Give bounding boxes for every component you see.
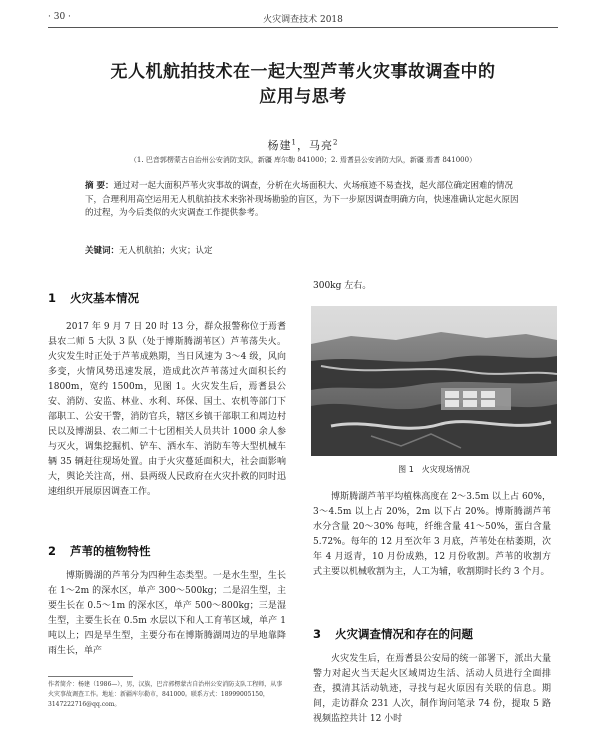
keywords-label: 关键词： — [85, 246, 120, 256]
section-number: 3 — [313, 627, 322, 641]
section-2-continued — [313, 490, 551, 580]
keywords — [85, 245, 525, 258]
affiliation: （1. 巴音郭楞蒙古自治州公安消防支队，新疆 库尔勒 841000；2. 焉耆县公安消防大队，新疆 焉耆 841000） — [129, 156, 477, 164]
section-title: 芦苇的植物特性 — [70, 544, 151, 558]
figure-1-aerial-photo — [311, 306, 557, 456]
paragraph: 博斯腾湖的芦苇分为四种生态类型。一是水生型，生长在 1～2m 的深水区，单产 300～500kg；二是沼生型，主要生长在 0.5～1m 的深水区，单产 500～800kg；三是湿生型，主要生长在 0.5m 水层以下和人工育苇区域，单产 1 吨以上；四是旱生型，主要分布在博斯腾湖周边的旱地靠降雨生长，单产 — [48, 571, 286, 656]
title-line-1: 无人机航拍技术在一起大型芦苇火灾事故调查中的 — [110, 62, 496, 82]
section-heading — [48, 290, 286, 306]
section-heading — [48, 543, 286, 559]
section-3 — [313, 626, 551, 727]
section-1 — [48, 290, 286, 500]
author-name: 杨建 — [267, 139, 292, 152]
aerial-photo-image — [311, 306, 557, 456]
title-line-2: 应用与思考 — [259, 87, 347, 107]
footnote-rule — [48, 676, 133, 677]
author-separator: ， — [297, 139, 309, 152]
keywords-text: 无人机航拍；火灾；认定 — [119, 246, 213, 256]
paragraph: 博斯腾湖芦苇平均植株高度在 2～3.5m 以上占 60%，3～4.5m 以上占 20%，2m 以下占 20%。博斯腾湖芦苇水分含量 20～30% 每吨，纤维含量 41～50%，蛋白含量 5.72%。每年的 12 月至次年 3 月底，芦苇处在枯萎期，次年 4 月返青，10 月份成熟，12 月份收割。芦苇的收割方式主要以机械收割为主，人工为辅，收割期时长约 3 个月。 — [313, 492, 551, 577]
paragraph: 火灾发生后，在焉耆县公安局的统一部署下，派出大量警力对起火当天起火区域周边生活、活动人员进行全面排查，摸清其活动轨迹，寻找与起火原因有关联的信息。期间，走访群众 231 人次，制作询问笔录 74 份，提取 5 路视频监控共计 12 小时 — [313, 654, 551, 724]
author-affil-mark: 2 — [333, 138, 339, 147]
author-name: 马亮 — [309, 139, 333, 152]
author-footnote: 作者简介：杨建（1986—），男，汉族，巴音郭楞蒙古自治州公安消防支队工程师，从事火灾事故调查工作。地址：新疆库尔勒市，841000。联系方式：18999005150，3147222716@qq.com。 — [48, 681, 283, 708]
page-number: · 30 · — [48, 12, 71, 22]
section-heading — [313, 626, 551, 642]
journal-name: 火灾调查技术 2018 — [263, 15, 343, 25]
paper-title — [48, 60, 558, 110]
paragraph: 2017 年 9 月 7 日 20 时 13 分，群众报警称位于焉耆县农二师 5 大队 3 队（处于博斯腾湖苇区）芦苇荡失火。火灾发生时正处于芦苇成熟期，当日风速为 3～4 级，风向多变，火情风势迅速发展，造成此次芦苇荡过火面积长约 1800m，宽约 1500m，见图 1。火灾发生后，焉耆县公安、消防、安监、林业、水利、环保、国土、农机等部门下部职工、公安干警，消防官兵，辖区乡镇干部职工和周边村民以及博湖县、农二师二十七团相关人员共计 1000 余人参与灭火，调集挖掘机、铲车、洒水车、消防车等大型机械车辆 35 辆赶往现场处置。由于火灾蔓延面积大，社会面影响大，舆论关注高，州、县两级人民政府在火灾扑救的同时迅速组织开展原因调查工作。 — [48, 322, 286, 497]
running-header — [48, 10, 558, 26]
section-title: 火灾基本情况 — [70, 291, 140, 305]
section-title: 火灾调查情况和存在的问题 — [335, 627, 474, 641]
header-rule — [48, 27, 558, 28]
author-list — [48, 137, 558, 153]
abstract — [85, 180, 525, 221]
abstract-text: 通过对一起大面积芦苇火灾事故的调查，分析在火场面积大、火场痕迹不易查找，起火部位确定困难的情况下，合理利用高空运用无人机航拍技术来弥补现场勘验的盲区，为下一步原因调查明确方向，快速准确认定起火原因的过程，为今后类似的火灾调查工作提供参考。 — [85, 181, 519, 218]
author-affil-mark: 1 — [291, 138, 297, 147]
section-2 — [48, 543, 286, 659]
abstract-label: 摘 要： — [85, 181, 114, 191]
paragraph-continuation: 300kg 左右。 — [313, 281, 372, 291]
section-number: 1 — [48, 291, 57, 305]
figure-caption: 图 1 火灾现场情况 — [398, 465, 470, 474]
section-number: 2 — [48, 544, 57, 558]
